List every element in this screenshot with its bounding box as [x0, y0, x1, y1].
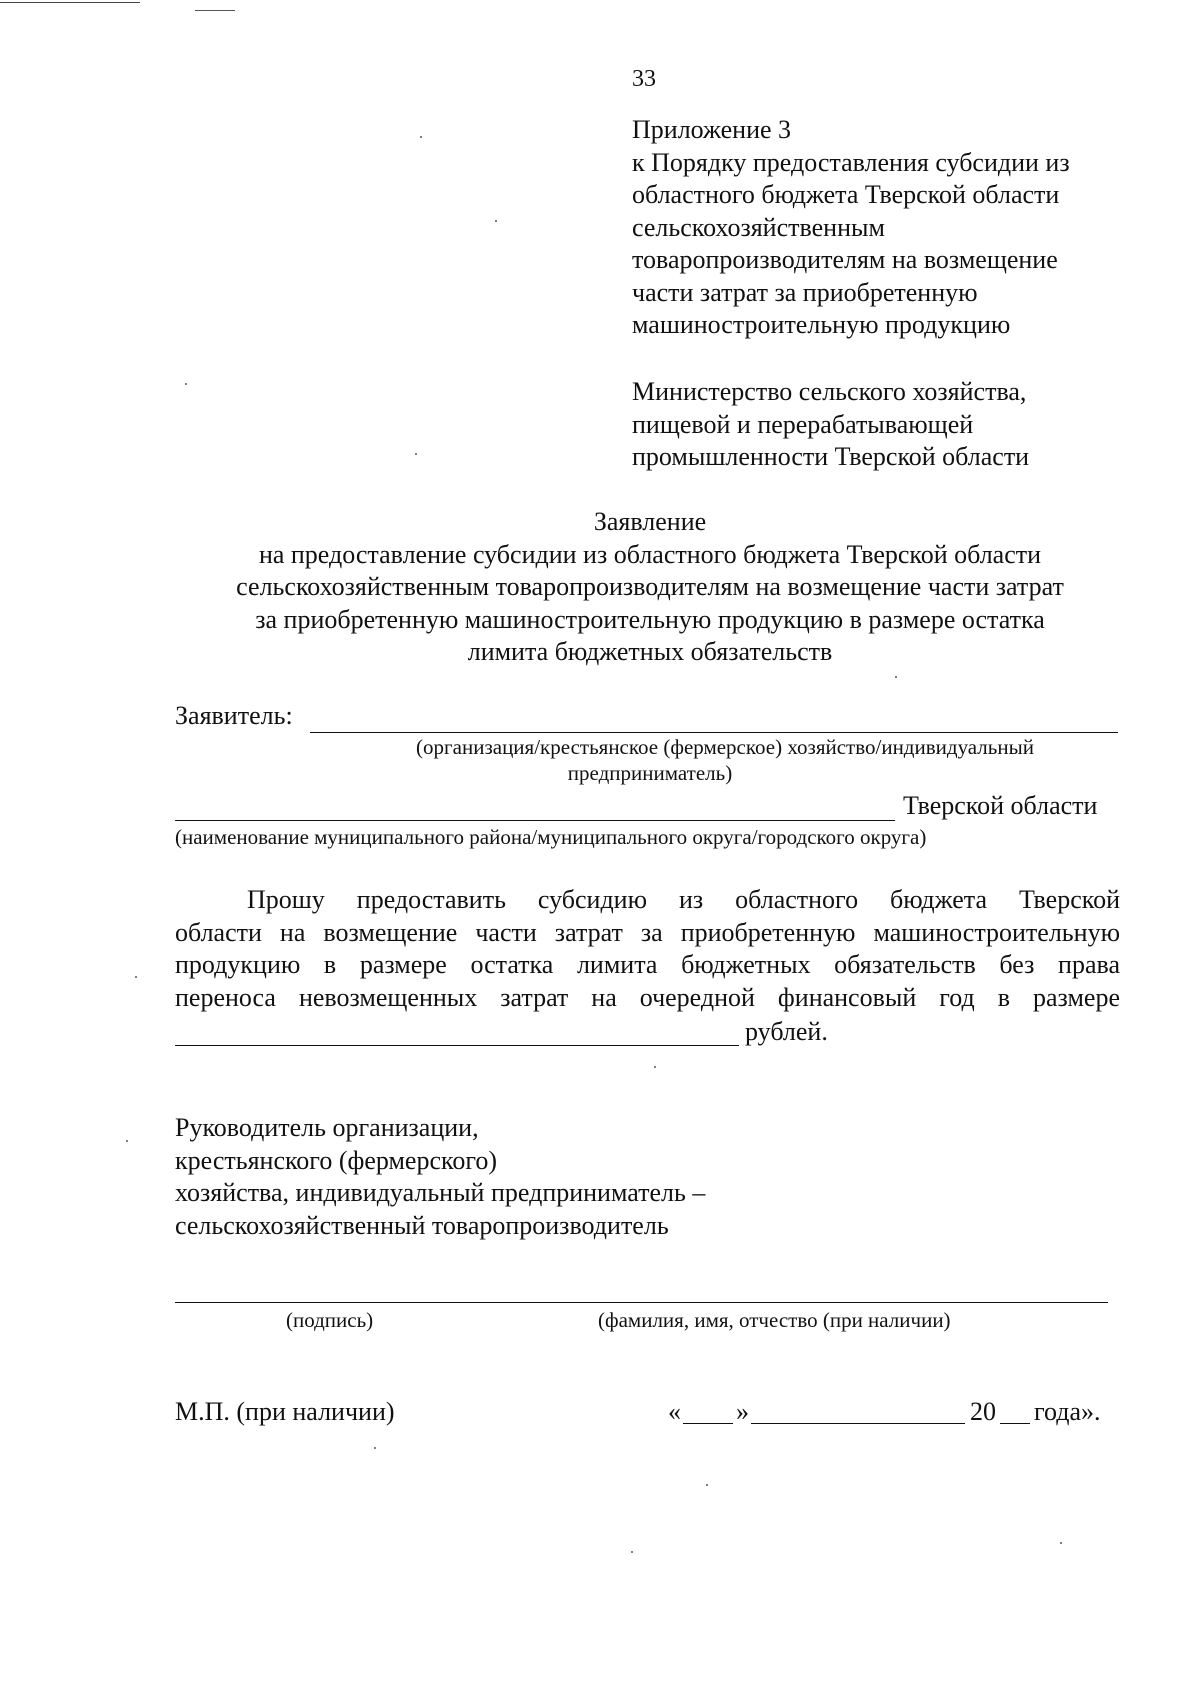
- signature-field-line[interactable]: [175, 1302, 1108, 1303]
- annex-line: областного бюджета Тверской области: [632, 180, 1060, 209]
- region-suffix: Тверской области: [903, 791, 1098, 820]
- applicant-label: Заявитель:: [175, 701, 293, 730]
- applicant-hint: [175, 734, 1125, 786]
- title-line: лимита бюджетных обязательств: [467, 637, 833, 666]
- request-line: продукцию в размере остатка лимита бюджетных обязательств без права: [175, 950, 1120, 979]
- date-open-quote: «: [668, 1397, 681, 1426]
- request-line: Прошу предоставить субсидию из областного бюджета Тверской: [247, 885, 1120, 914]
- addressee-line: промышленности Тверской области: [632, 442, 1030, 471]
- signatory-line: крестьянского (фермерского): [175, 1145, 497, 1175]
- applicant-hint-line: предприниматель): [567, 761, 733, 785]
- scan-speckle: [135, 976, 137, 978]
- annex-line: товаропроизводителям на возмещение: [632, 245, 1058, 274]
- region-field-line[interactable]: [175, 820, 895, 821]
- scan-speckle: [415, 453, 417, 455]
- annex-line: к Порядку предоставления субсидии из: [632, 147, 1070, 177]
- title-line: на предоставление субсидии из областного бюджета Тверской области: [258, 539, 1042, 569]
- signature-hint: (подпись): [286, 1308, 374, 1332]
- annex-header: [632, 114, 1070, 342]
- scan-artifact-line: [0, 2, 140, 3]
- title-heading: Заявление: [593, 507, 707, 536]
- scan-speckle: [126, 1140, 128, 1142]
- request-paragraph: [175, 884, 1120, 1014]
- document-title: [175, 506, 1125, 669]
- scan-speckle: [654, 1066, 656, 1068]
- title-line: за приобретенную машиностроительную продукцию в размере остатка: [255, 604, 1045, 634]
- signatory-line: сельскохозяйственный товаропроизводитель: [175, 1210, 669, 1240]
- addressee-line: пищевой и перерабатывающей: [632, 409, 974, 439]
- amount-suffix: рублей.: [745, 1017, 828, 1046]
- date-close-quote: »: [736, 1397, 749, 1426]
- stamp-label: М.П. (при наличии): [175, 1397, 395, 1426]
- annex-line: части затрат за приобретенную: [632, 277, 978, 307]
- annex-line: Приложение 3: [632, 115, 792, 144]
- applicant-hint-line: (организация/крестьянское (фермерское) хозяйство/индивидуальный: [416, 735, 1034, 759]
- month-field-line[interactable]: [751, 1423, 965, 1424]
- addressee-line: Министерство сельского хозяйства,: [632, 377, 1027, 406]
- year-prefix: 20: [970, 1397, 996, 1426]
- scan-speckle: [895, 676, 897, 678]
- region-hint: (наименование муниципального района/муниципального округа/городского округа): [175, 825, 927, 849]
- signatory-line: хозяйства, индивидуальный предприниматель –: [175, 1178, 706, 1207]
- scan-speckle: [495, 220, 497, 222]
- scan-speckle: [185, 383, 187, 385]
- signatory-block: [175, 1112, 705, 1242]
- annex-line: сельскохозяйственным: [632, 212, 885, 242]
- request-line: области на возмещение части затрат за приобретенную машиностроительную: [175, 917, 1120, 947]
- scan-speckle: [374, 1447, 376, 1449]
- scan-artifact-mark: [195, 0, 235, 11]
- year-suffix: года».: [1034, 1397, 1101, 1426]
- amount-field-line[interactable]: [175, 1045, 739, 1046]
- request-line: переноса невозмещенных затрат на очередной финансовый год в размере: [175, 982, 1120, 1012]
- name-hint: (фамилия, имя, отчество (при наличии): [598, 1308, 951, 1332]
- day-field-line[interactable]: [683, 1423, 733, 1424]
- scan-speckle: [706, 1484, 708, 1486]
- addressee-block: [632, 376, 1029, 474]
- scan-speckle: [631, 1551, 633, 1553]
- scan-speckle: [1060, 1542, 1062, 1544]
- scan-speckle: [420, 136, 422, 138]
- year-field-line[interactable]: [1000, 1423, 1030, 1424]
- annex-line: машиностроительную продукцию: [632, 310, 1011, 339]
- page-number: 33: [632, 66, 656, 92]
- applicant-field-line[interactable]: [310, 732, 1118, 733]
- title-line: сельскохозяйственным товаропроизводителям на возмещение части затрат: [236, 572, 1064, 601]
- signatory-line: Руководитель организации,: [175, 1113, 479, 1142]
